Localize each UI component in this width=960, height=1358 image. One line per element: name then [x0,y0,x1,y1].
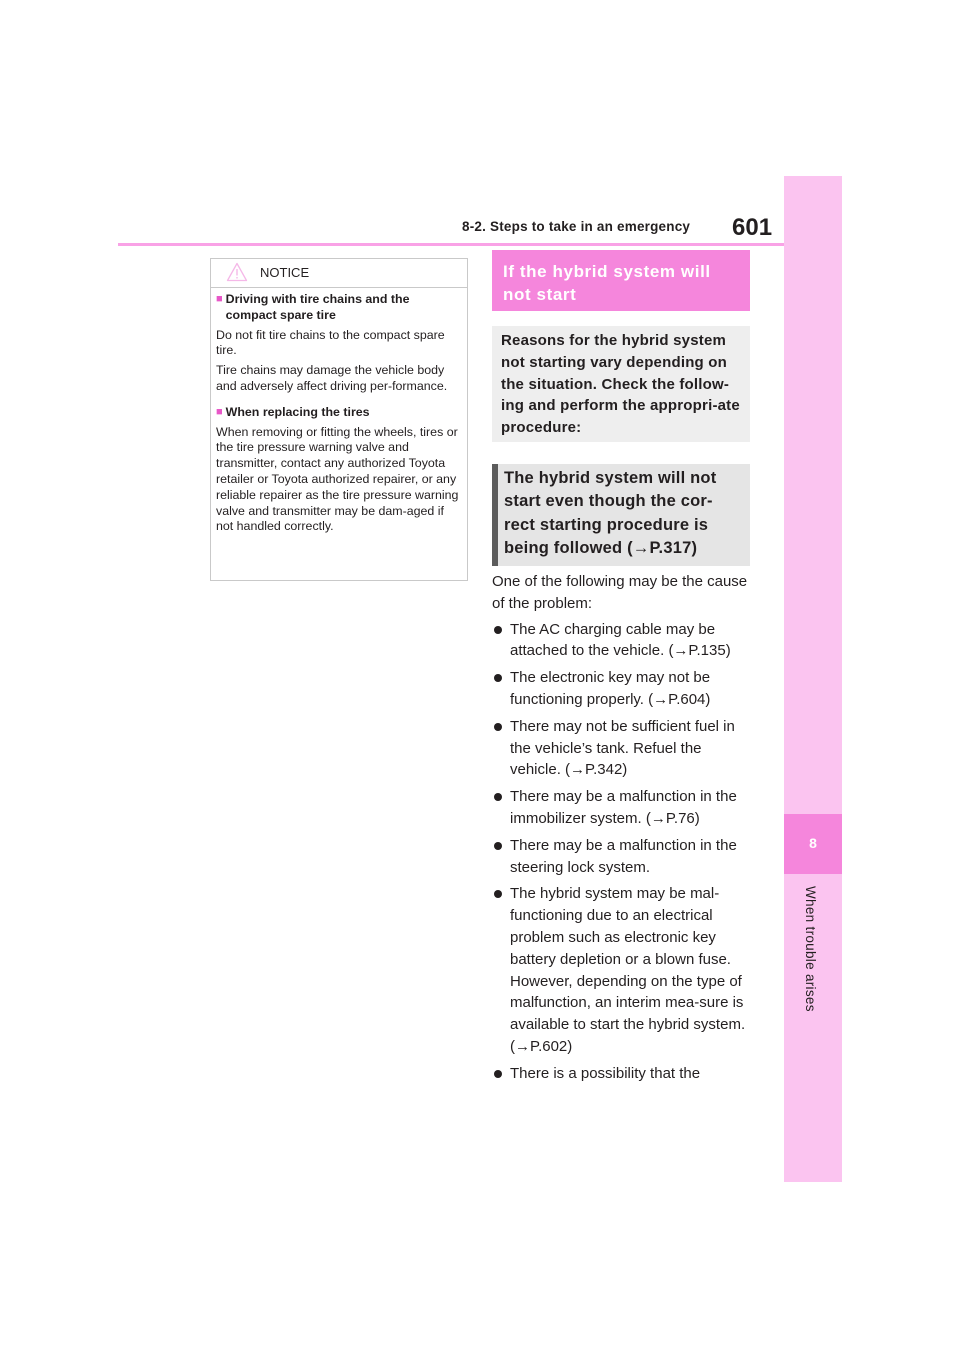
bullet-dot-icon [494,674,502,682]
header-divider [118,243,784,246]
bullet-dot-icon [494,793,502,801]
list-item: The AC charging cable may be attached to the vehicle. (→P.135) [492,619,754,663]
list-item: There may be a malfunction in the steering lock system. [492,835,754,879]
bullet-dot-icon [494,842,502,850]
chapter-title: When trouble arises [803,886,818,1012]
page-number: 601 [732,214,773,241]
subheading-box: The hybrid system will not start even though the cor-rect starting procedure is being followed (→P.317) [492,464,750,566]
lead-paragraph: One of the following may be the cause of the problem: [492,573,748,612]
notice-paragraph: Do not fit tire chains to the compact spare tire. [216,327,445,358]
list-item: The electronic key may not be functioning properly. (→P.604) [492,667,754,711]
notice-paragraph: When removing or fitting the wheels, tires or the tire pressure warning valve and transmitter, contact any authorized Toyota retailer or Toyota authorized repairer, or any reliable repairer as the tire pressure warning valve and transmitter may be dam-aged if not handled correctly. [216,424,459,534]
notice-item-heading [216,405,461,421]
notice-item-heading [216,292,461,324]
section-title: If the hybrid system will not start [492,250,750,311]
square-bullet-icon: ■ [216,405,223,418]
notice-body [211,288,467,535]
square-bullet-icon: ■ [216,293,223,305]
chapter-side-strip [784,176,842,1182]
warning-triangle-icon [226,262,248,282]
cause-list [492,619,754,1085]
section-intro: Reasons for the hybrid system not starting vary depending on the situation. Check the follow-ing and perform the appropri-ate procedure: [492,326,750,442]
list-item: There may not be sufficient fuel in the vehicle’s tank. Refuel the vehicle. (→P.342) [492,716,754,781]
bullet-dot-icon [494,626,502,634]
notice-box [210,258,468,581]
list-item: There may be a malfunction in the immobilizer system. (→P.76) [492,786,754,830]
bullet-dot-icon [494,1070,502,1078]
notice-paragraph: Tire chains may damage the vehicle body and adversely affect driving per-formance. [216,363,448,393]
bullet-dot-icon [494,890,502,898]
bullet-dot-icon [494,723,502,731]
main-body [492,571,754,1090]
notice-heading-text: Driving with tire chains and the compact spare tire [225,292,410,322]
notice-title: NOTICE [260,265,310,280]
list-item: There is a possibility that the [492,1063,754,1085]
chapter-number: 8 [809,835,817,851]
notice-heading-text: When replacing the tires [225,404,370,419]
running-header-section: 8-2. Steps to take in an emergency [462,219,691,234]
list-item: The hybrid system may be mal-functioning due to an electrical problem such as electronic key battery depletion or a blown fuse. However, depending on the type of malfunction, an interim mea-sure is available to start the hybrid system. (→P.602) [492,883,754,1057]
notice-header [211,259,467,288]
